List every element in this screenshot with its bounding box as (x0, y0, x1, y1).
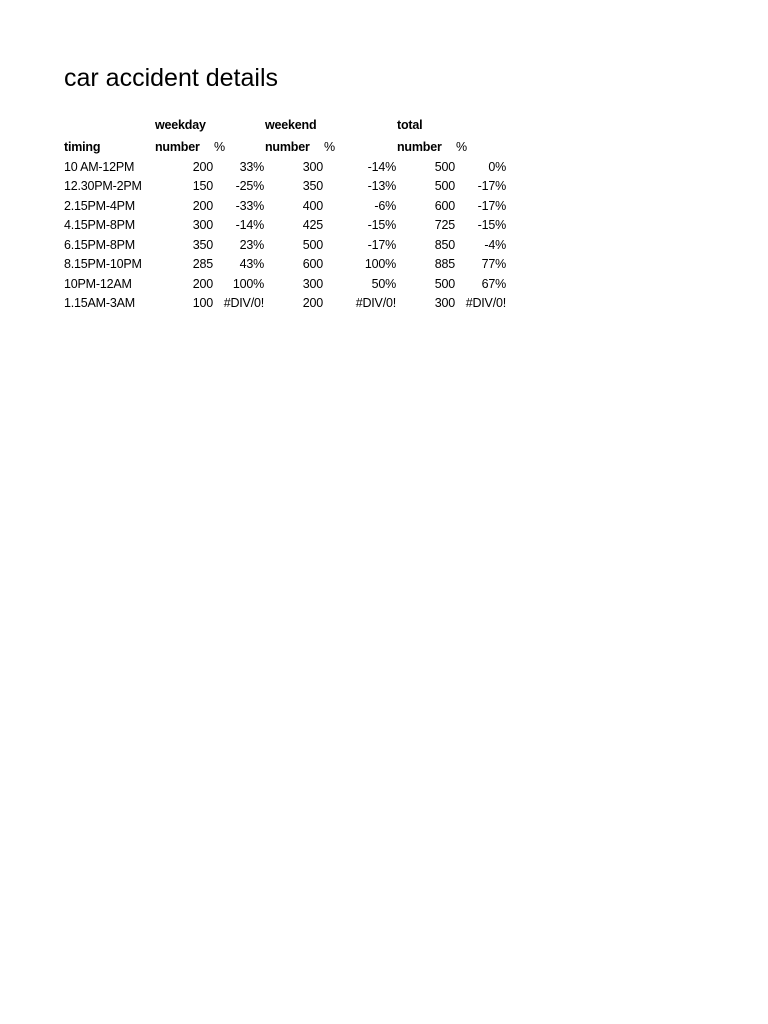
group-total: total (397, 118, 423, 132)
cell-weekday-number: 200 (192, 159, 213, 174)
cell-weekend-pct: #DIV/0! (355, 296, 396, 310)
table-row (64, 216, 524, 236)
cell-total-pct: 77% (481, 257, 506, 271)
cell-total-number: 600 (434, 198, 455, 213)
cell-weekday-number: 150 (192, 179, 213, 193)
cell-weekend-number: 300 (302, 159, 323, 174)
cell-total-number: 850 (434, 237, 455, 252)
accident-table (64, 114, 524, 314)
cell-total-pct: -17% (477, 198, 506, 213)
cell-weekend-pct: -6% (374, 198, 396, 213)
header-weekday-pct: % (214, 140, 225, 154)
cell-weekday-pct: 100% (232, 276, 264, 291)
cell-weekday-pct: -25% (235, 179, 264, 193)
cell-weekday-number: 200 (192, 198, 213, 213)
cell-weekday-number: 300 (192, 218, 213, 232)
cell-weekend-pct: 100% (364, 257, 396, 271)
cell-weekend-pct: -15% (367, 218, 396, 232)
cell-weekend-number: 600 (302, 257, 323, 271)
table-row (64, 177, 524, 197)
cell-total-number: 500 (434, 159, 455, 174)
header-timing: timing (64, 140, 101, 154)
cell-total-number: 725 (434, 218, 455, 232)
cell-weekend-number: 200 (302, 296, 323, 310)
cell-total-pct: -4% (484, 237, 506, 252)
cell-weekend-number: 300 (302, 276, 323, 291)
cell-weekday-number: 100 (192, 296, 213, 310)
cell-timing: 2.15PM-4PM (64, 198, 135, 213)
cell-total-pct: -17% (477, 179, 506, 193)
cell-timing: 6.15PM-8PM (64, 237, 135, 252)
cell-weekday-number: 285 (192, 257, 213, 271)
cell-timing: 1.15AM-3AM (64, 296, 135, 310)
table-row (64, 158, 524, 178)
cell-total-number: 500 (434, 276, 455, 291)
cell-weekday-pct: 33% (239, 159, 264, 174)
cell-timing: 10PM-12AM (64, 276, 132, 291)
cell-weekend-pct: -17% (367, 237, 396, 252)
header-weekday-number: number (155, 140, 200, 154)
cell-total-pct: 0% (488, 159, 506, 174)
cell-weekend-number: 350 (302, 179, 323, 193)
header-weekend-number: number (265, 140, 310, 154)
table-row (64, 275, 524, 295)
table-body (64, 158, 524, 314)
cell-weekend-number: 400 (302, 198, 323, 213)
group-weekend: weekend (265, 118, 317, 132)
cell-weekday-number: 350 (192, 237, 213, 252)
cell-weekday-pct: #DIV/0! (223, 296, 264, 310)
cell-weekday-number: 200 (192, 276, 213, 291)
cell-total-pct: 67% (481, 276, 506, 291)
cell-weekday-pct: 23% (239, 237, 264, 252)
table-row (64, 197, 524, 217)
cell-weekend-number: 500 (302, 237, 323, 252)
cell-weekday-pct: -14% (235, 218, 264, 232)
page-title: car accident details (64, 64, 279, 92)
cell-total-pct: #DIV/0! (465, 296, 506, 310)
header-total-number: number (397, 140, 442, 154)
header-total-pct: % (456, 140, 467, 154)
table-row (64, 236, 524, 256)
cell-total-number: 300 (434, 296, 455, 310)
table-row (64, 255, 524, 275)
cell-total-pct: -15% (477, 218, 506, 232)
cell-weekday-pct: -33% (235, 198, 264, 213)
cell-total-number: 885 (434, 257, 455, 271)
cell-weekend-pct: 50% (371, 276, 396, 291)
cell-weekend-pct: -14% (367, 159, 396, 174)
cell-weekend-number: 425 (302, 218, 323, 232)
cell-total-number: 500 (434, 179, 455, 193)
cell-timing: 12.30PM-2PM (64, 179, 142, 193)
cell-timing: 10 AM-12PM (64, 159, 135, 174)
header-weekend-pct: % (324, 140, 335, 154)
cell-timing: 8.15PM-10PM (64, 257, 142, 271)
column-header-row (64, 138, 524, 158)
group-weekday: weekday (155, 118, 206, 132)
table-row (64, 294, 524, 314)
cell-weekday-pct: 43% (239, 257, 264, 271)
cell-weekend-pct: -13% (367, 179, 396, 193)
cell-timing: 4.15PM-8PM (64, 218, 135, 232)
group-header-row (64, 114, 524, 136)
